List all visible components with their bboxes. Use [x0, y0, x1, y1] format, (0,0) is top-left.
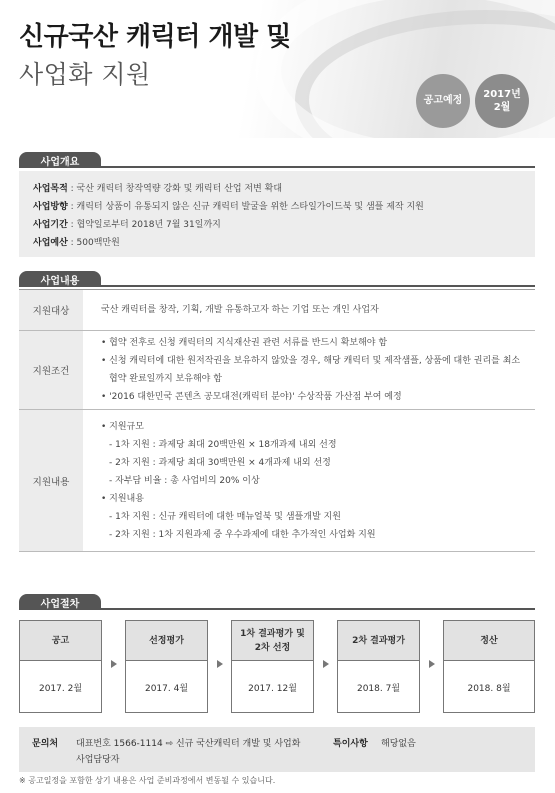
process-step [337, 620, 420, 713]
overview-row: 사업기간 : 협약일로부터 2018년 7월 31일까지 [33, 220, 221, 230]
page-title: 신규국산 캐릭터 개발 및 [19, 22, 291, 52]
arrow-right-icon [111, 660, 117, 668]
step-title: 1차 결과평가 및 2차 선정 [232, 621, 313, 661]
overview-row: 사업방향 : 캐릭터 상품이 유통되지 않은 신규 캐릭터 발굴을 위한 스타일가이드북 및 샘플 제작 지원 [33, 202, 424, 212]
footnote: ※ 공고일정을 포함한 상기 내용은 사업 준비과정에서 변동될 수 있습니다. [19, 776, 276, 785]
overview-box [19, 171, 535, 257]
section-tab: 사업내용 [19, 271, 101, 287]
special-value: 해당없음 [381, 739, 416, 749]
process-step [443, 620, 535, 713]
row-label: 지원내용 [19, 410, 83, 551]
section-header-overview [19, 152, 535, 168]
table-row [19, 331, 535, 410]
step-date: 2017. 12월 [248, 683, 297, 694]
row-content: 국산 캐릭터를 창작, 기획, 개발 유통하고자 하는 기업 또는 개인 사업자 [101, 305, 379, 315]
overview-row: 사업예산 : 500백만원 [33, 238, 120, 248]
step-title: 공고 [20, 621, 101, 661]
process-step [19, 620, 102, 713]
contact-box [19, 727, 535, 772]
section-header-content [19, 271, 535, 287]
step-date: 2018. 7월 [356, 683, 401, 694]
overview-row: 사업목적 : 국산 캐릭터 창작역량 강화 및 캐릭터 산업 저변 확대 [33, 184, 283, 194]
process-step [231, 620, 314, 713]
row-label: 지원대상 [19, 290, 83, 330]
step-date: 2017. 2월 [38, 683, 83, 694]
step-date: 2018. 8월 [467, 683, 511, 694]
date-badge: 2017년 2월 [475, 74, 529, 128]
table-row [19, 410, 535, 552]
contact-dept: 사업담당자 [76, 755, 120, 765]
special-label: 특이사항 [333, 739, 368, 749]
arrow-right-icon [323, 660, 329, 668]
arrow-right-icon [217, 660, 223, 668]
content-table [19, 289, 535, 552]
row-label: 지원조건 [19, 331, 83, 409]
page-subtitle: 사업화 지원 [19, 60, 151, 89]
step-title: 정산 [444, 621, 534, 661]
step-title: 2차 결과평가 [338, 621, 419, 661]
section-tab: 사업절차 [19, 594, 101, 610]
row-content: • 지원규모 - 1차 지원 : 과제당 최대 20백만원 × 18개과제 내외 선정 - 2차 지원 : 과제당 최대 30백만원 × 4개과제 내외 선정 - 자부담 비율 : 총 사업비의 20% 이상 • 지원내용 - 1차 지원 : 신규 캐릭터에 대한 매뉴얼북 및 샘플개발 지원 - 2차 지원 : 1차 지원과제 중 우수과제에 대한 추가적인 사업화 지원 [101, 421, 376, 540]
process-step [125, 620, 208, 713]
contact-phone: 대표번호 1566-1114 ⇨ 신규 국산캐릭터 개발 및 사업화 [76, 739, 301, 749]
status-badge: 공고예정 [416, 74, 470, 128]
contact-label: 문의처 [32, 739, 59, 749]
step-title: 선정평가 [126, 621, 207, 661]
arrow-right-icon [429, 660, 435, 668]
section-header-process [19, 594, 535, 610]
table-row [19, 290, 535, 331]
step-date: 2017. 4월 [144, 683, 189, 694]
row-content: • 협약 전후로 신청 캐릭터의 지식재산권 관련 서류를 반드시 확보해야 함 • 신청 캐릭터에 대한 원저작권을 보유하지 않았을 경우, 해당 캐릭터 및 제작샘플, 상품에 대한 권리를 최소 협약 완료일까지 보유해야 함 • '2016 대한민국 콘텐츠 공모대전(캐릭터 분야)' 수상작품 가산점 부여 예정 [101, 338, 521, 402]
section-tab: 사업개요 [19, 152, 101, 168]
